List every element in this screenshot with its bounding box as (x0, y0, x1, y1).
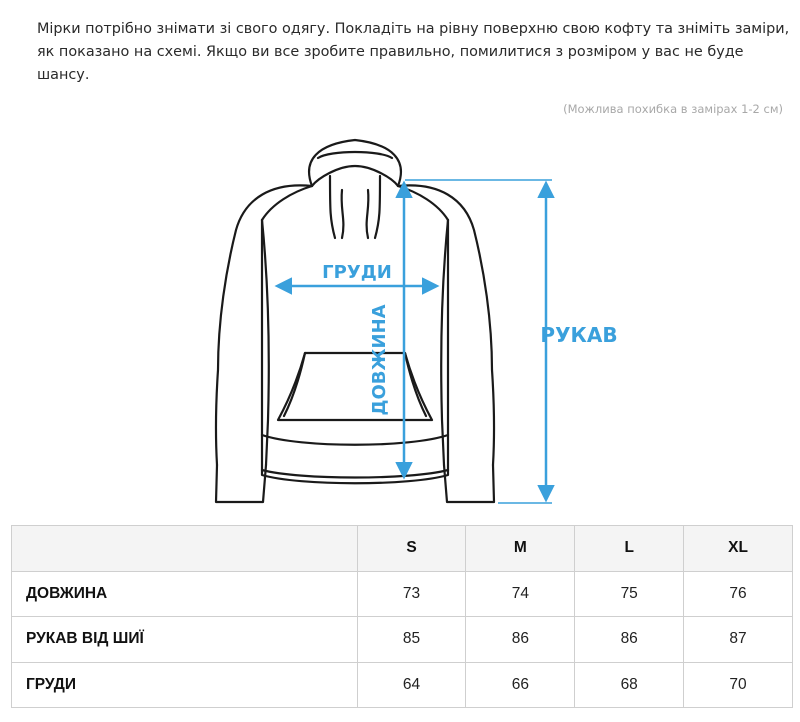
sleeve-arrow-icon (405, 180, 552, 503)
table-header-cell: XL (684, 526, 793, 572)
table-cell: 73 (357, 571, 466, 617)
length-label: ДОВЖИНА (369, 304, 390, 416)
row-label: РУКАВ ВІД ШИЇ (12, 617, 358, 663)
table-header-cell: M (466, 526, 575, 572)
table-cell: 85 (357, 617, 466, 663)
table-cell: 70 (684, 662, 793, 708)
table-cell: 86 (575, 617, 684, 663)
table-row (12, 617, 793, 663)
size-chart-table (11, 525, 793, 708)
table-cell: 87 (684, 617, 793, 663)
instructions-text: Мірки потрібно знімати зі свого одягу. Покладіть на рівну поверхню свою кофту та зніміть заміри, як показано на схемі. Якщо ви все зробите правильно, помилитися з розміром у вас не буде шансу. (37, 21, 790, 83)
table-cell: 64 (357, 662, 466, 708)
hoodie-outline-icon (216, 140, 494, 502)
row-label: ДОВЖИНА (12, 571, 358, 617)
table-header-row (12, 526, 793, 572)
sleeve-label: РУКАВ (540, 323, 618, 347)
table-cell: 74 (466, 571, 575, 617)
table-cell: 68 (575, 662, 684, 708)
measurement-diagram (0, 120, 800, 520)
table-cell: 76 (684, 571, 793, 617)
row-label: ГРУДИ (12, 662, 358, 708)
table-cell: 66 (466, 662, 575, 708)
measurement-error-note: (Можлива похибка в замірах 1-2 см) (563, 102, 783, 116)
table-header-cell: S (357, 526, 466, 572)
table-cell: 86 (466, 617, 575, 663)
table-header-cell: L (575, 526, 684, 572)
table-row (12, 571, 793, 617)
table-row (12, 662, 793, 708)
table-header-cell (12, 526, 358, 572)
chest-label: ГРУДИ (322, 262, 392, 283)
table-cell: 75 (575, 571, 684, 617)
